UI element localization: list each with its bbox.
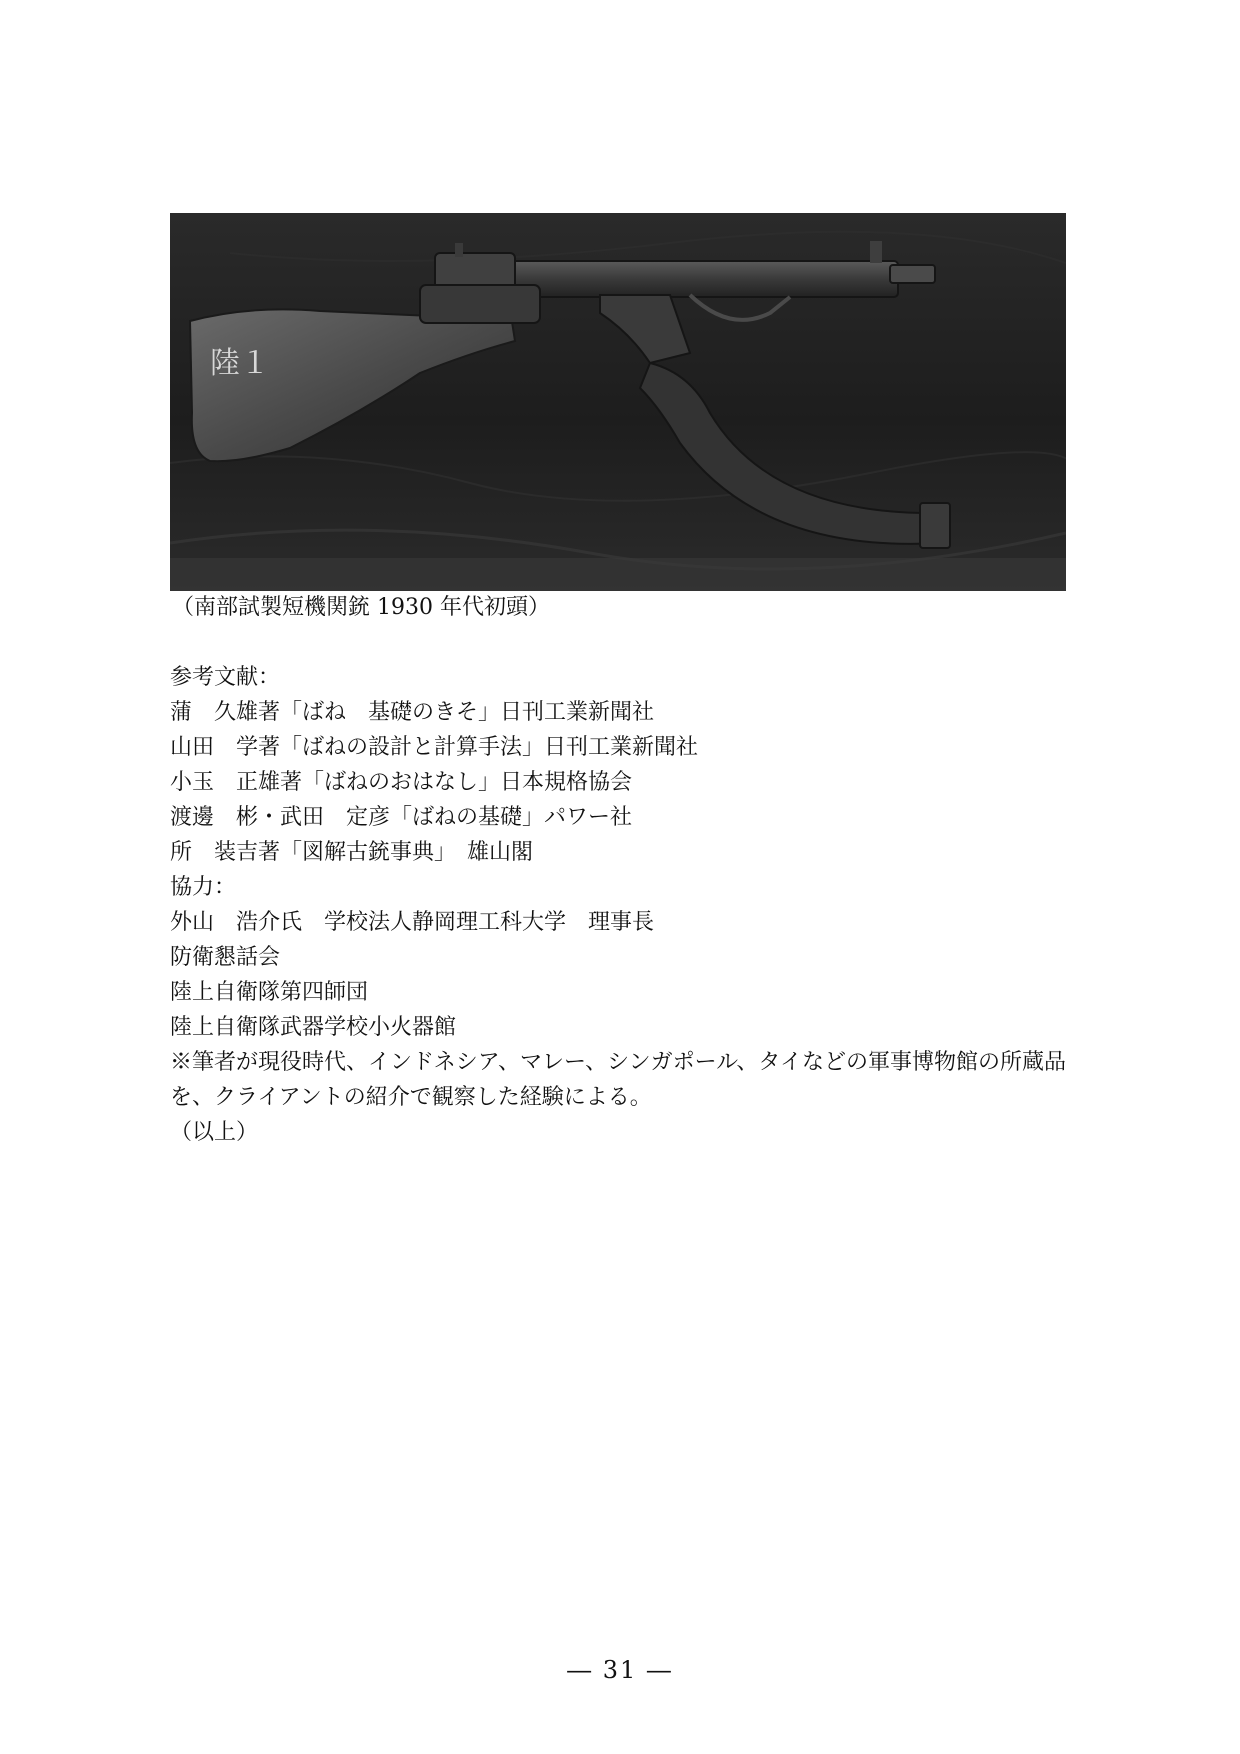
reference-item: 渡邊 彬・武田 定彦「ばねの基礎」パワー社 [170,805,633,830]
cooperation-item: 陸上自衛隊第四師団 [170,980,369,1005]
references-section [170,660,1070,1150]
author-note: ※筆者が現役時代、インドネシア、マレー、シンガポール、タイなどの軍事博物館の所蔵品を、クライアントの紹介で観察した経験による。 [170,1050,1066,1110]
cooperation-item: 陸上自衛隊武器学校小火器館 [170,1015,457,1040]
cooperation-heading: 協力： [170,875,237,900]
photo-illustration [170,213,1066,591]
cooperation-item: 防衛懇話会 [170,945,281,970]
reference-item: 所 装吉著「図解古銃事典」 雄山閣 [170,840,534,865]
references-heading: 参考文献： [170,665,281,690]
submachine-gun-photo [170,213,1066,591]
reference-item: 山田 学著「ばねの設計と計算手法」日刊工業新聞社 [170,735,699,760]
page-number: ― 31 ― [567,1656,673,1684]
reference-item: 蒲 久雄著「ばね 基礎のきそ」日刊工業新聞社 [170,700,655,725]
stock-inscription: 陸１ [210,346,270,381]
reference-item: 小玉 正雄著「ばねのおはなし」日本規格協会 [170,770,633,795]
cooperation-item: 外山 浩介氏 学校法人静岡理工科大学 理事長 [170,910,655,935]
figure-caption: （南部試製短機関銃 1930 年代初頭） [172,595,550,620]
closing-text: （以上） [170,1120,259,1145]
